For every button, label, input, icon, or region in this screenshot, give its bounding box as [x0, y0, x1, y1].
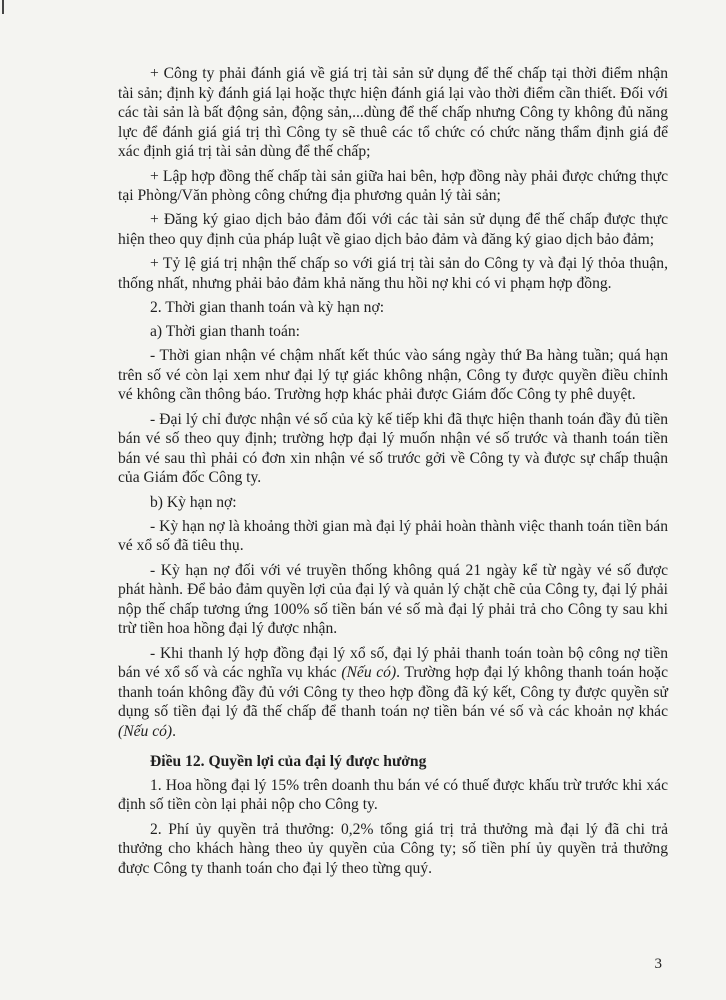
paragraph-agent-commission: 1. Hoa hồng đại lý 15% trên doanh thu bán vé có thuế được khấu trừ trước khi xác định số tiền còn lại phải nộp cho Công ty.	[118, 776, 668, 814]
paragraph-mortgage-ratio: + Tỷ lệ giá trị nhận thế chấp so với giá trị tài sản do Công ty và đại lý thỏa thuận, thống nhất, nhưng phải bảo đảm khả năng thu hồi nợ khi có vi phạm hợp đồng.	[118, 255, 668, 292]
paragraph-asset-valuation: + Công ty phải đánh giá về giá trị tài sản sử dụng để thế chấp tại thời điểm nhận tài sản; định kỳ đánh giá lại hoặc thực hiện đánh giá lại vào thời điểm cần thiết. Đối với các tài sản là bất động sản, động sản,...dùng để thế chấp nhưng Công ty không đủ năng lực để đánh giá giá trị thì Công ty sẽ thuê các tổ chức có chức năng thẩm định giá để xác định giá trị tài sản dùng để thế chấp;	[118, 65, 668, 161]
paragraph-mortgage-contract: + Lập hợp đồng thế chấp tài sản giữa hai bên, hợp đồng này phải được chứng thực tại Phòng/Văn phòng công chứng địa phương quản lý tài sản;	[118, 167, 668, 205]
paragraph-payment-time-and-term: 2. Thời gian thanh toán và kỳ hạn nợ:	[150, 298, 385, 316]
paragraph-ticket-receipt-deadline: - Thời gian nhận vé chậm nhất kết thúc vào sáng ngày thứ Ba hàng tuần; quá hạn trên số vé còn lại xem như đại lý tự giác không nhận, Công ty được quyền điều chỉnh vé không cần thông báo. Trường hợp khác phải được Giám đốc Công ty phê duyệt.	[118, 347, 668, 404]
liquidation-note-2: (Nếu có)	[118, 722, 173, 740]
paragraph-debt-term-definition: - Kỳ hạn nợ là khoảng thời gian mà đại lý phải hoàn thành việc thanh toán tiền bán vé xổ số đã tiêu thụ.	[118, 517, 668, 555]
liquidation-text-2: . Trường hợp đại lý không thanh toán hoặc thanh toán không đầy đủ với Công ty theo hợp đồng đã ký kết, Công ty được quyền sử dụng số tiền đại lý đã thế chấp để thanh toán nợ tiền bán vé số và các khoản nợ khác	[118, 664, 669, 721]
page-number: 3	[654, 956, 662, 972]
paragraph-payment-time-heading: a) Thời gian thanh toán:	[150, 323, 300, 341]
article-12-heading: Điều 12. Quyền lợi của đại lý được hưởng	[150, 752, 427, 770]
paragraph-contract-liquidation	[118, 644, 668, 742]
paragraph-secured-transaction-registration: + Đăng ký giao dịch bảo đảm đối với các tài sản sử dụng để thế chấp được thực hiện theo quy định của pháp luật về giao dịch bảo đảm và đăng ký giao dịch bảo đảm;	[118, 211, 668, 248]
liquidation-note-1: (Nếu có)	[341, 664, 397, 682]
paragraph-prize-payment-fee: 2. Phí ủy quyền trả thưởng: 0,2% tổng giá trị trả thưởng mà đại lý đã chi trả thưởng cho khách hàng theo ủy quyền của Công ty; số tiền phí ủy quyền trả thưởng được Công ty thanh toán cho đại lý theo từng quý.	[118, 820, 668, 877]
paragraph-traditional-ticket-debt-term: - Kỳ hạn nợ đối với vé truyền thống không quá 21 ngày kể từ ngày vé số được phát hành. Để bảo đảm quyền lợi của đại lý và quản lý chặt chẽ của Công ty, đại lý phải nộp thế chấp tương ứng 100% số tiền bán vé số mà đại lý phải trả cho Công ty sau khi trừ tiền hoa hồng đại lý được nhận.	[118, 561, 668, 638]
liquidation-text-1: - Khi thanh lý hợp đồng đại lý xổ số, đại lý phải thanh toán toàn bộ công nợ tiền bán vé xổ số và các nghĩa vụ khác	[118, 644, 668, 682]
paragraph-debt-term-heading: b) Kỳ hạn nợ:	[150, 493, 237, 511]
paragraph-next-period-tickets: - Đại lý chỉ được nhận vé số của kỳ kế tiếp khi đã thực hiện thanh toán đầy đủ tiền bán vé số theo quy định; trường hợp đại lý muốn nhận vé số trước và thanh toán tiền bán vé sau thì phải có đơn xin nhận vé số trước gởi về Công ty và được sự chấp thuận của Giám đốc Công ty.	[118, 410, 668, 487]
liquidation-text-3: .	[172, 722, 177, 740]
scan-edge-mark	[2, 0, 4, 14]
